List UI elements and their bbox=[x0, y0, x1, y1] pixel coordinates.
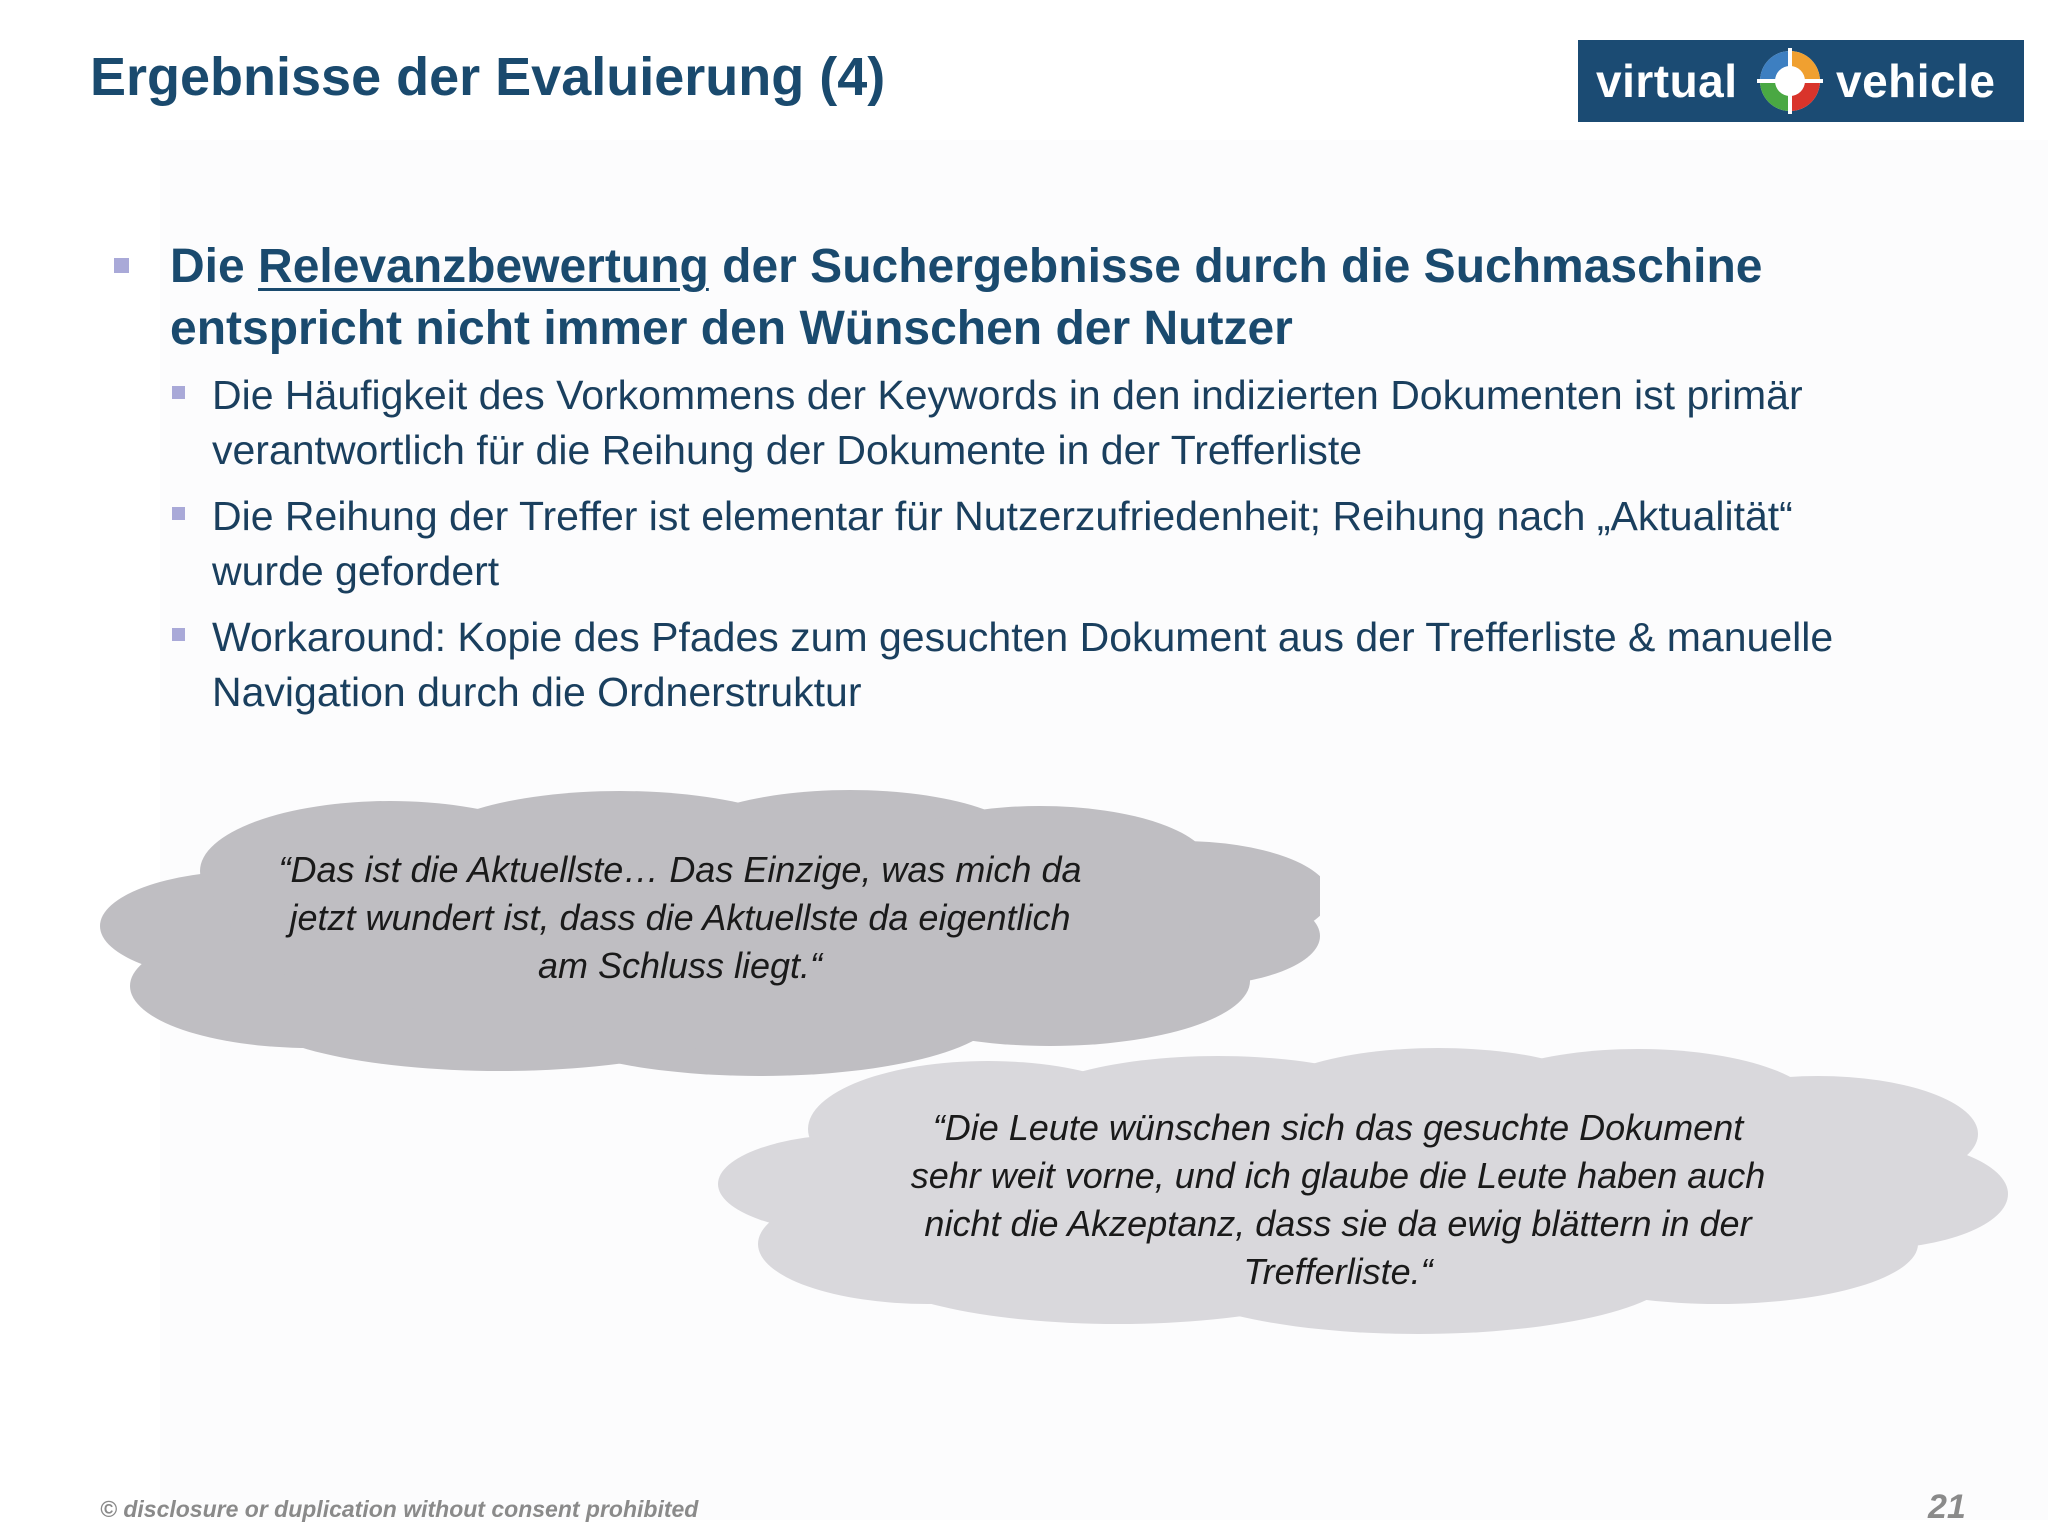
sub-bullet-text: Workaround: Kopie des Pfades zum gesuchten Dokument aus der Trefferliste & manuelle Navigation durch die Ordnerstruktur bbox=[212, 614, 1834, 715]
sub-bullet bbox=[170, 610, 1890, 720]
quote-text-1: “Das ist die Aktuellste… Das Einzige, was mich da jetzt wundert ist, dass die Aktuellste da eigentlich am Schluss liegt.“ bbox=[278, 849, 1082, 986]
bullet-square-icon bbox=[172, 628, 185, 641]
main-bullet bbox=[110, 236, 1910, 360]
page-number: 21 bbox=[1928, 1488, 1966, 1526]
logo-word-vehicle: vehicle bbox=[1836, 55, 1996, 107]
virtual-vehicle-logo bbox=[1578, 40, 2024, 122]
bullet-square-icon bbox=[172, 507, 185, 520]
slide-title: Ergebnisse der Evaluierung (4) bbox=[90, 47, 886, 107]
main-bullet-suffix: der Suchergebnisse durch die Suchmaschine entspricht nicht immer den Wünschen der Nutzer bbox=[170, 240, 1763, 355]
sub-bullet-text: Die Reihung der Treffer ist elementar für Nutzerzufriedenheit; Reihung nach „Aktualität“ wurde gefordert bbox=[212, 493, 1793, 594]
sub-bullet bbox=[170, 489, 1890, 599]
main-bullet-prefix: Die bbox=[170, 240, 259, 293]
sub-bullet-text: Die Häufigkeit des Vorkommens der Keywords in den indizierten Dokumenten ist primär verantwortlich für die Reihung der Dokumente in der Trefferliste bbox=[212, 372, 1803, 473]
quote-text-2: “Die Leute wünschen sich das gesuchte Dokument sehr weit vorne, und ich glaube die Leute haben auch nicht die Akzeptanz, dass sie da ewig blättern in der Trefferliste.“ bbox=[910, 1107, 1766, 1292]
sub-bullet bbox=[170, 368, 1890, 478]
main-bullet-underlined: Relevanzbewertung bbox=[258, 240, 709, 293]
quote-cloud-2 bbox=[718, 1044, 2018, 1344]
logo-word-virtual: virtual bbox=[1596, 55, 1738, 107]
logo-ring-icon bbox=[1755, 46, 1825, 116]
footer-disclaimer: © disclosure or duplication without consent prohibited bbox=[100, 1496, 699, 1522]
bullet-square-icon bbox=[114, 258, 129, 273]
quote-cloud-1 bbox=[100, 786, 1320, 1086]
main-bullet-text bbox=[170, 236, 1930, 360]
bullet-square-icon bbox=[172, 386, 185, 399]
